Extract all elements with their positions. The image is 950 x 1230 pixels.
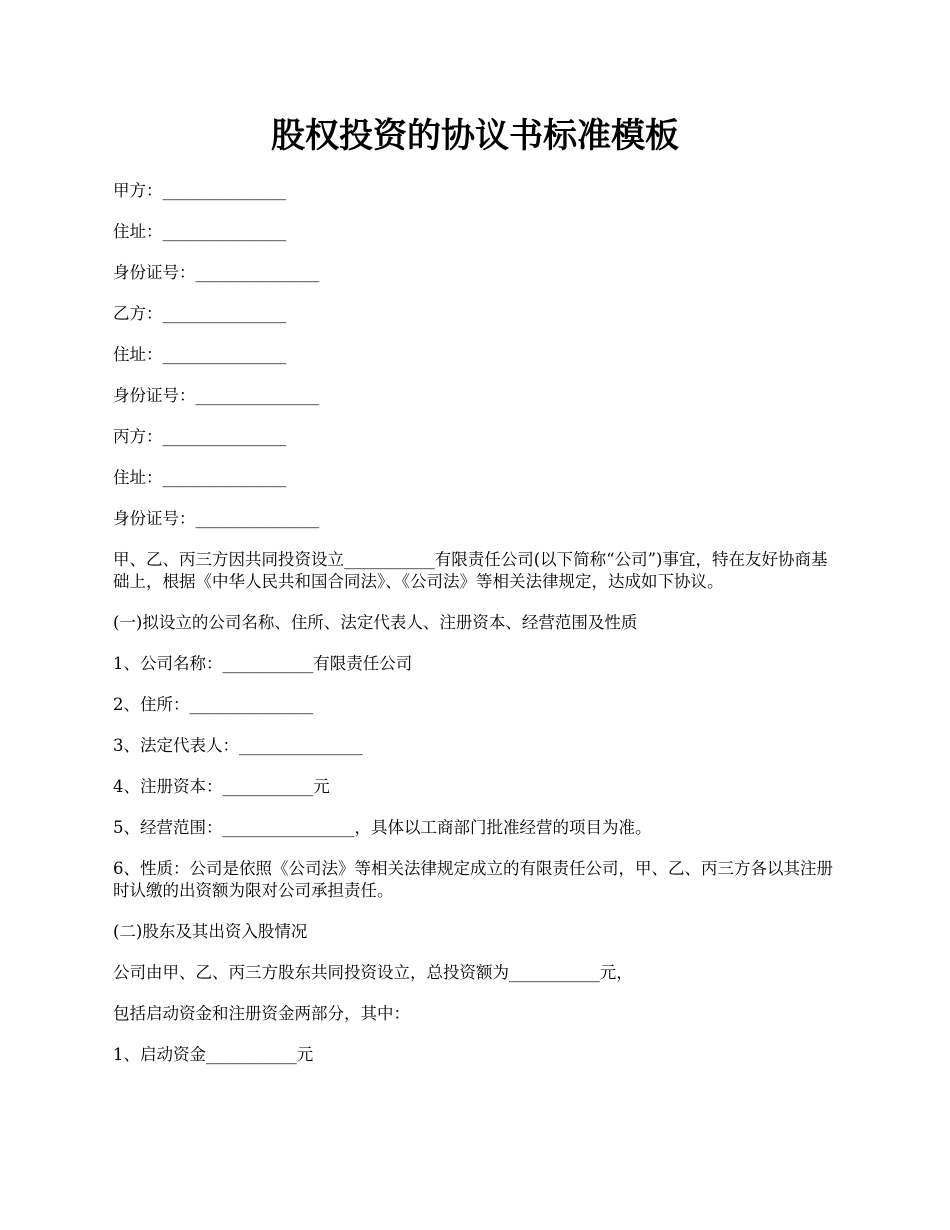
party-b-address: 住址：_______________ <box>113 345 287 364</box>
preamble-paragraph: 甲、乙、丙三方因共同投资设立___________有限责任公司(以下简称“公司”)事宜，特在友好协商基础上，根据《中华人民共和国合同法》、《公司法》等相关法律规定，达成如下协议。 <box>113 550 828 591</box>
clause-business-scope: 5、经营范围：________________，具体以工商部门批准经营的项目为准。 <box>113 818 652 837</box>
document-title: 股权投资的协议书标准模板 <box>271 116 679 156</box>
party-c-address: 住址：_______________ <box>113 468 287 487</box>
clause-address: 2、住所：_______________ <box>113 695 314 714</box>
party-c-id-number: 身份证号：_______________ <box>113 509 320 528</box>
clause-legal-representative: 3、法定代表人：_______________ <box>113 736 363 755</box>
clause-nature: 6、性质：公司是依照《公司法》等相关法律规定成立的有限责任公司，甲、乙、丙三方各以其注册时认缴的出资额为限对公司承担责任。 <box>113 859 833 900</box>
party-a-id-number: 身份证号：_______________ <box>113 263 320 282</box>
section-heading-shareholders: (二)股东及其出资入股情况 <box>113 922 308 941</box>
clause-company-name: 1、公司名称：___________有限责任公司 <box>113 654 413 673</box>
investment-composition-paragraph: 包括启动资金和注册资金两部分，其中： <box>113 1004 410 1023</box>
party-a-name: 甲方：_______________ <box>113 181 287 200</box>
party-c-name: 丙方：_______________ <box>113 427 287 446</box>
section-heading-company-info: (一)拟设立的公司名称、住所、法定代表人、注册资本、经营范围及性质 <box>113 613 638 632</box>
investment-total-paragraph: 公司由甲、乙、丙三方股东共同投资设立，总投资额为___________元， <box>113 963 633 982</box>
document-body <box>113 180 840 1085</box>
clause-startup-capital: 1、启动资金___________元 <box>113 1045 314 1064</box>
party-a-address: 住址：_______________ <box>113 222 287 241</box>
party-b-name: 乙方：_______________ <box>113 304 287 323</box>
clause-registered-capital: 4、注册资本：___________元 <box>113 777 330 796</box>
party-b-id-number: 身份证号：_______________ <box>113 386 320 405</box>
